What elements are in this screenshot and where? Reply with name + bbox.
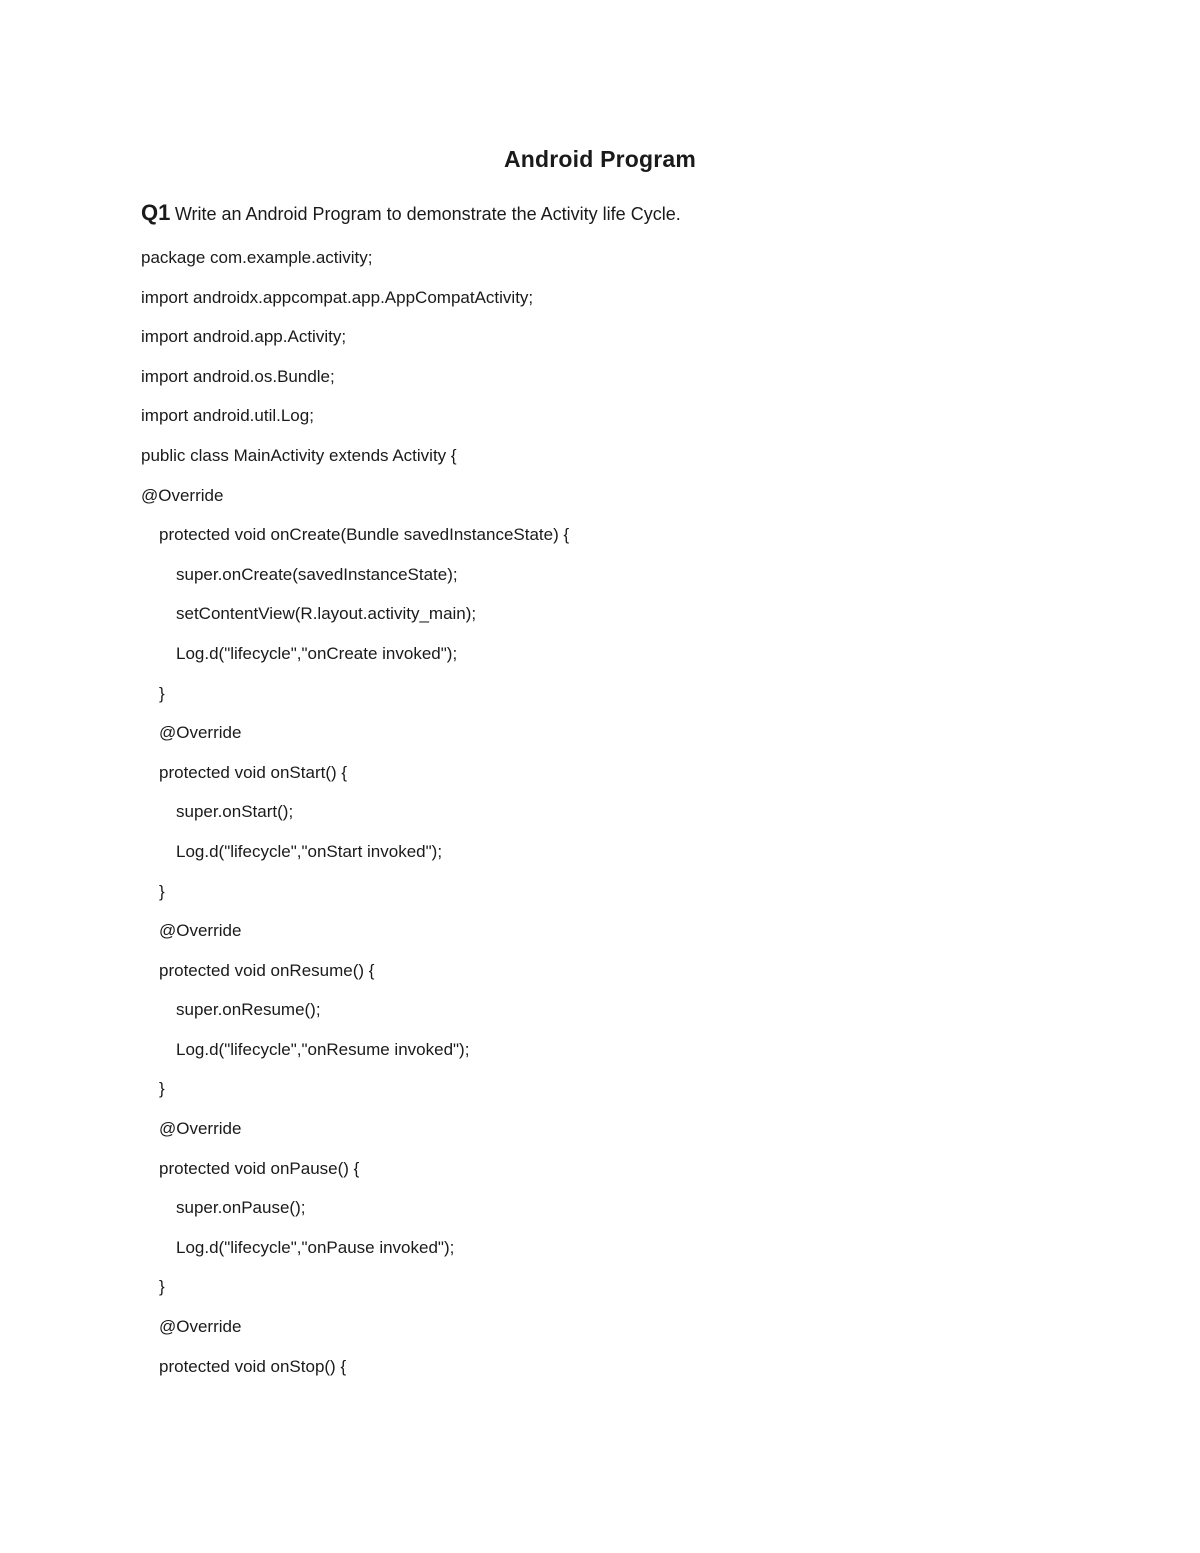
code-line: } [159, 1277, 165, 1297]
question [141, 198, 681, 231]
code-line: @Override [159, 723, 242, 743]
page-title: Android Program [503, 146, 697, 172]
code-line: protected void onStop() { [159, 1356, 347, 1376]
code-line: setContentView(R.layout.activity_main); [176, 604, 477, 624]
code-line: super.onStart(); [176, 802, 294, 822]
code-line: @Override [159, 1119, 242, 1139]
question-number: Q1 [141, 200, 171, 225]
code-line: super.onPause(); [176, 1198, 306, 1218]
question-text: Write an Android Program to demonstrate the Activity life Cycle. [174, 204, 681, 224]
code-line: protected void onCreate(Bundle savedInstanceState) { [159, 525, 570, 545]
code-line: Log.d("lifecycle","onPause invoked"); [176, 1237, 455, 1257]
code-line: protected void onPause() { [159, 1158, 360, 1178]
code-line: import android.app.Activity; [141, 327, 347, 347]
code-line: @Override [141, 485, 224, 505]
code-line: @Override [159, 921, 242, 941]
code-line: Log.d("lifecycle","onStart invoked"); [176, 841, 443, 861]
code-line: } [159, 1079, 165, 1099]
code-line: Log.d("lifecycle","onResume invoked"); [176, 1039, 470, 1059]
code-line: import android.os.Bundle; [141, 366, 335, 386]
code-line: package com.example.activity; [141, 248, 373, 267]
code-line: super.onResume(); [176, 1000, 321, 1020]
code-line: @Override [159, 1317, 242, 1337]
code-block [141, 243, 1141, 1391]
code-line: import android.util.Log; [141, 406, 314, 426]
code-line: } [159, 683, 165, 703]
code-line: protected void onResume() { [159, 960, 375, 980]
code-line: } [159, 881, 165, 901]
code-line: public class MainActivity extends Activity { [141, 445, 457, 465]
code-line: protected void onStart() { [159, 762, 348, 782]
code-line: super.onCreate(savedInstanceState); [176, 564, 458, 584]
code-line: import androidx.appcompat.app.AppCompatActivity; [141, 287, 534, 307]
code-line: Log.d("lifecycle","onCreate invoked"); [176, 643, 458, 663]
